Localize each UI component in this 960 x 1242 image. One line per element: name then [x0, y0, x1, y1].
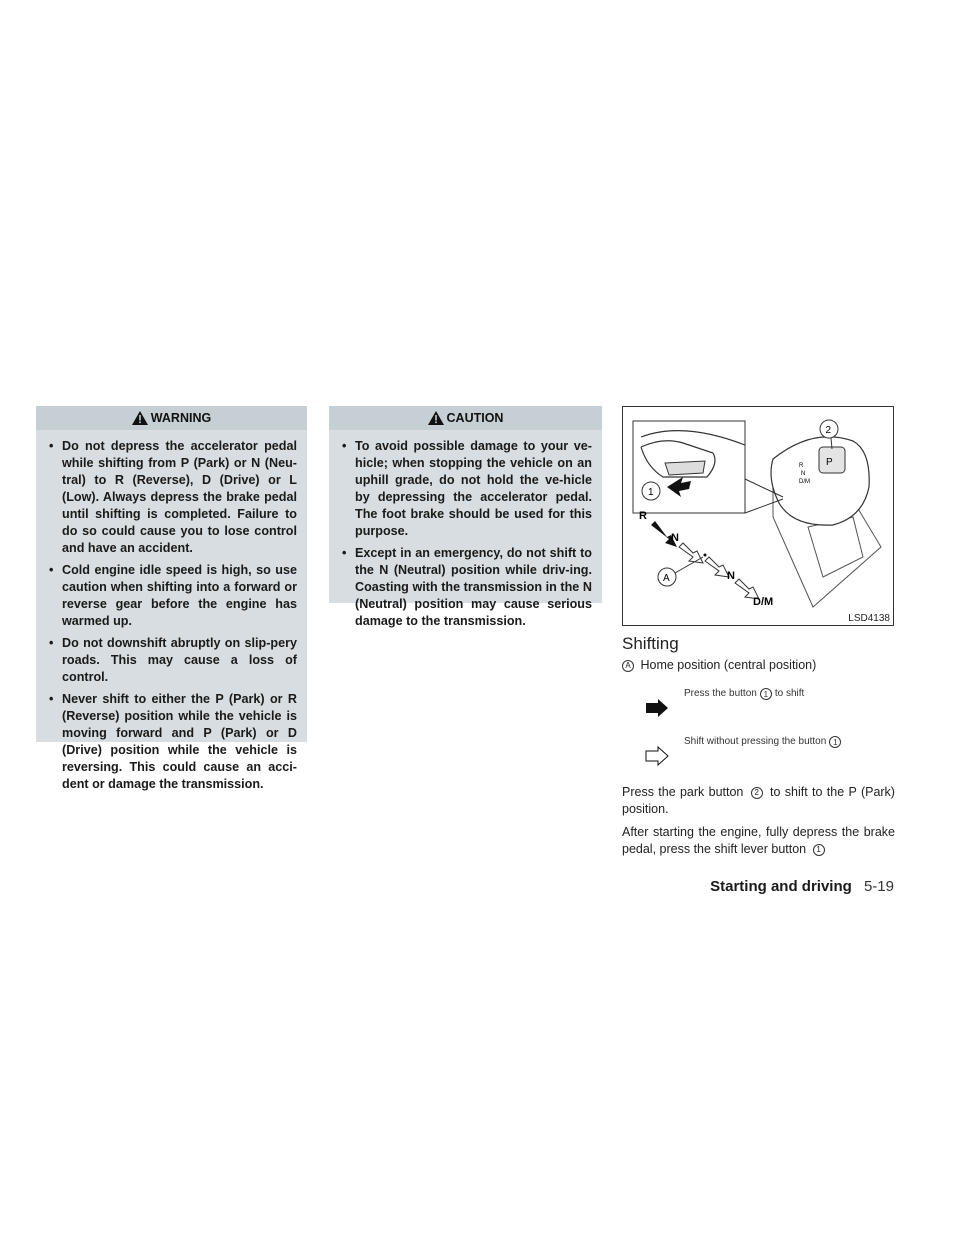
- caution-item: • To avoid possible damage to your ve-hicle; when stopping the vehicle on an uphill grade, do not hold the ve-hicle by depressing the accelerator pedal. The foot brake should be used for this purpose.: [339, 438, 592, 540]
- page-footer: [710, 878, 894, 895]
- fig-callout-1: 1: [648, 487, 654, 498]
- warning-item: • Do not downshift abruptly on slip-pery roads. This may cause a loss of control.: [46, 635, 297, 686]
- warning-item: • Cold engine idle speed is high, so use caution when shifting into a forward or reverse gear before the engine has warmed up.: [46, 562, 297, 630]
- warning-title: WARNING: [150, 411, 212, 425]
- fig-callout-a: A: [663, 573, 670, 584]
- caution-header: [329, 406, 602, 430]
- marker-1: 1: [829, 736, 841, 748]
- fig-callout-2: 2: [825, 425, 832, 436]
- warning-item: • Do not depress the accelerator pedal while shifting from P (Park) or N (Neu-tral) to R (Reverse), D (Drive) or L (Low). Always depress the brake pedal until shifting is completed. Failure to do so could cause you to lose control and have an accident.: [46, 438, 297, 557]
- caution-item: • Except in an emergency, do not shift to the N (Neutral) position while driv-ing. Coasting with the transmission in the N (Neutral) position may cause serious damage to the transmission.: [339, 545, 592, 630]
- fig-label-dm: D/M: [753, 596, 774, 608]
- para1-post: to shift to the P (Park) position.: [622, 785, 895, 816]
- warning-item: • Never shift to either the P (Park) or R (Reverse) position while the vehicle is moving forward and P (Park) or D (Drive) position while the vehicle is reversing. This could cause an acci-dent or damage the transmission.: [46, 691, 297, 793]
- paragraph-park: [622, 784, 895, 818]
- legend-press-text: Press the button: [684, 688, 757, 699]
- fig-gate-r: R: [799, 463, 804, 469]
- warning-icon: [132, 411, 148, 425]
- marker-1: 1: [760, 688, 772, 700]
- para1-pre: Press the park button: [622, 785, 744, 799]
- figure-code: LSD4138: [848, 613, 890, 624]
- page-number: 5-19: [863, 878, 894, 895]
- legend-home-position: [622, 658, 816, 672]
- footer-section: Starting and driving: [710, 878, 852, 895]
- legend-press-button: [640, 688, 804, 718]
- fig-gate-dm: D/M: [799, 479, 810, 485]
- warning-list: [36, 430, 307, 808]
- legend-no-press-text: Shift without pressing the button: [684, 736, 827, 747]
- marker-a: A: [622, 660, 634, 672]
- caution-title: CAUTION: [446, 411, 504, 425]
- caution-icon: [428, 411, 444, 425]
- fig-label-r: R: [639, 510, 647, 522]
- solid-arrow-icon: [640, 698, 684, 718]
- legend-no-press: [640, 736, 844, 766]
- outline-arrow-icon: [640, 746, 684, 766]
- fig-label-p: P: [826, 457, 833, 468]
- warning-header: [36, 406, 307, 430]
- section-heading: Shifting: [622, 634, 679, 653]
- para2-pre: After starting the engine, fully depress the brake pedal, press the shift lever button: [622, 825, 895, 856]
- legend-a-text: Home position (central position): [640, 658, 817, 672]
- paragraph-start: [622, 824, 895, 858]
- legend-press-suffix: to shift: [774, 688, 805, 699]
- caution-list: [329, 430, 602, 645]
- fig-gate-n: N: [801, 471, 806, 477]
- fig-label-n2: N: [727, 570, 735, 582]
- caution-box: [329, 406, 602, 628]
- shift-lever-figure: [622, 406, 894, 626]
- marker-1: 1: [813, 844, 825, 856]
- warning-box: [36, 406, 307, 791]
- fig-label-n1: N: [671, 532, 679, 544]
- marker-2: 2: [751, 787, 763, 799]
- shift-lever-illustration: [623, 407, 893, 625]
